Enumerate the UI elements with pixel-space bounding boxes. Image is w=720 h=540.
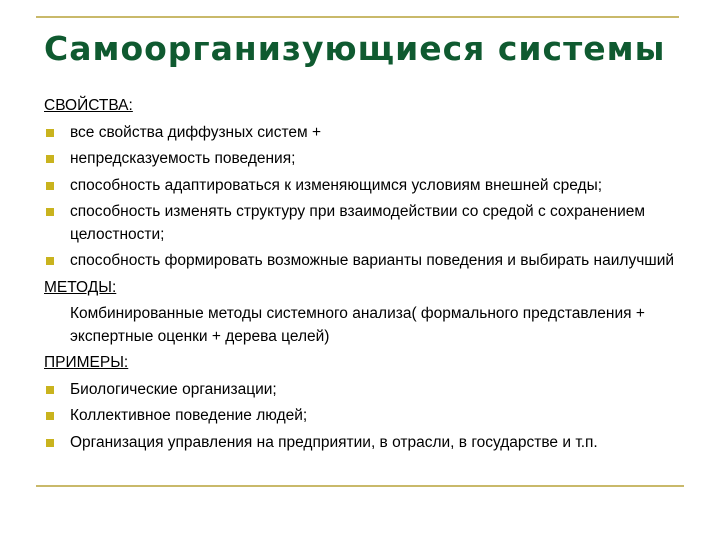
example-text: Биологические организации;	[70, 380, 277, 398]
methods-heading: МЕТОДЫ:	[44, 278, 117, 296]
list-item	[44, 405, 694, 428]
example-text: Коллективное поведение людей;	[70, 407, 308, 424]
square-bullet-icon	[46, 208, 54, 216]
square-bullet-icon	[46, 386, 54, 394]
list-item	[44, 122, 694, 145]
square-bullet-icon	[46, 257, 54, 265]
list-item	[44, 432, 694, 455]
top-rule	[36, 16, 679, 18]
slide-title: Самоорганизующиеся системы	[44, 29, 666, 68]
square-bullet-icon	[46, 129, 54, 137]
slide-body	[44, 95, 694, 458]
list-item	[44, 201, 694, 246]
list-item	[44, 379, 694, 402]
methods-text: Комбинированные методы системного анализа( формального представления + экспертные оценки + дерева целей)	[70, 305, 645, 345]
property-text: непредсказуемость поведения;	[70, 150, 296, 167]
list-item	[44, 148, 694, 171]
square-bullet-icon	[46, 155, 54, 163]
square-bullet-icon	[46, 439, 54, 447]
square-bullet-icon	[46, 412, 54, 420]
properties-heading: СВОЙСТВА:	[44, 97, 133, 114]
examples-heading: ПРИМЕРЫ:	[44, 354, 129, 371]
property-text: способность формировать возможные варианты поведения и выбирать наилучший	[70, 252, 675, 269]
property-text: все свойства диффузных систем +	[70, 123, 322, 141]
list-item	[44, 250, 694, 273]
example-text: Организация управления на предприятии, в отрасли, в государстве и т.п.	[70, 433, 598, 451]
list-item	[44, 175, 694, 198]
bottom-rule	[36, 485, 684, 487]
property-text: способность изменять структуру при взаимодействии со средой с сохранением целостности;	[70, 203, 646, 243]
property-text: способность адаптироваться к изменяющимся условиям внешней среды;	[70, 176, 603, 194]
square-bullet-icon	[46, 182, 54, 190]
